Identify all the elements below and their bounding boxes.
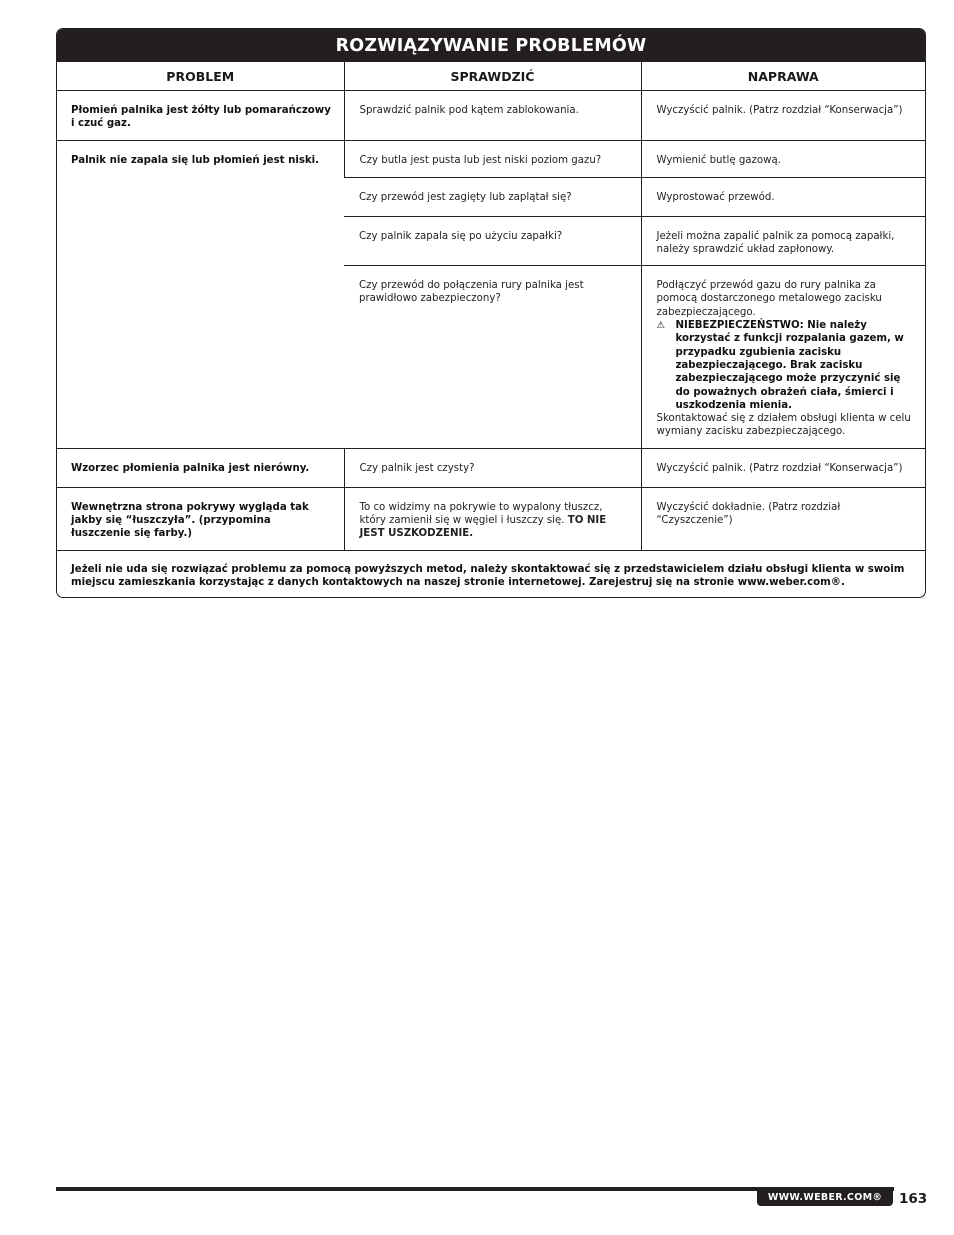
check-cell: Czy butla jest pusta lub jest niski poziom gazu? <box>344 140 641 177</box>
troubleshooting-table <box>57 62 925 597</box>
table-row <box>57 91 925 141</box>
check-cell: Sprawdzić palnik pod kątem zablokowania. <box>344 91 641 141</box>
problem-cell: Wewnętrzna strona pokrywy wygląda tak jakby się “łuszczyła”. (przypomina łuszczenie się farby.) <box>57 487 344 550</box>
problem-cell: Płomień palnika jest żółty lub pomarańczowy i czuć gaz. <box>57 91 344 141</box>
fix-outro: Skontaktować się z działem obsługi klienta w celu wymiany zacisku zabezpieczającego. <box>656 413 911 438</box>
check-cell: Czy przewód do połączenia rury palnika jest prawidłowo zabezpieczony? <box>344 266 641 449</box>
danger-warning <box>657 319 912 412</box>
footer-note: Jeżeli nie uda się rozwiązać problemu za pomocą powyższych metod, należy skontaktować się z przedstawicielem działu obsługi klienta w swoim miejscu zamieszkania korzystając z danych kontaktowych na naszej stronie internetowej. Zarejestruj się na stronie www.weber.com®. <box>71 563 905 589</box>
header-fix: NAPRAWA <box>641 62 925 91</box>
footer-note-row <box>57 550 925 597</box>
warning-first-line: NIEBEZPIECZEŃSTWO: Nie należy <box>675 320 867 332</box>
page-number: 163 <box>899 1191 928 1207</box>
fix-cell: Jeżeli można zapalić palnik za pomocą zapałki, należy sprawdzić układ zapłonowy. <box>641 216 925 266</box>
fix-intro: Podłączyć przewód gazu do rury palnika za pomocą dostarczonego metalowego zacisku zabezpieczającego. <box>656 280 882 318</box>
warning-icon: ⚠ <box>656 320 666 332</box>
fix-cell <box>641 266 925 449</box>
check-text: To co widzimy na pokrywie to wypalony tłuszcz, który zamienił się w węgiel i łuszczy się. <box>359 501 603 527</box>
check-cell: Czy palnik jest czysty? <box>344 448 641 487</box>
check-cell: Czy przewód jest zagięty lub zaplątał się? <box>344 177 641 216</box>
check-cell <box>344 487 641 550</box>
problem-cell: Wzorzec płomienia palnika jest nierówny. <box>57 448 344 487</box>
fix-cell: Wyczyścić palnik. (Patrz rozdział “Konserwacja”) <box>641 91 925 141</box>
problem-cell: Palnik nie zapala się lub płomień jest niski. <box>57 140 344 448</box>
table-header-row <box>57 62 925 91</box>
header-problem: PROBLEM <box>57 62 344 91</box>
header-check: SPRAWDZIĆ <box>344 62 641 91</box>
website-badge: WWW.WEBER.COM® <box>757 1190 893 1206</box>
troubleshooting-box <box>56 28 926 598</box>
table-row <box>57 140 925 177</box>
check-emphasis: TO NIE JEST USZKODZENIE. <box>359 515 607 540</box>
warning-text: korzystać z funkcji rozpalania gazem, w przypadku zgubienia zacisku zabezpieczającego. Brak zacisku zabezpieczającego może przyczynić się do poważnych obrażeń ciała, śmierci i uszkodzenia mienia. <box>675 333 904 411</box>
table-row <box>57 448 925 487</box>
fix-cell: Wyczyścić palnik. (Patrz rozdział “Konserwacja”) <box>641 448 925 487</box>
fix-cell: Wymienić butlę gazową. <box>641 140 925 177</box>
check-cell: Czy palnik zapala się po użyciu zapałki? <box>344 216 641 266</box>
fix-cell: Wyprostować przewód. <box>641 177 925 216</box>
section-title: ROZWIĄZYWANIE PROBLEMÓW <box>57 29 925 62</box>
table-row <box>57 487 925 550</box>
fix-cell: Wyczyścić dokładnie. (Patrz rozdział “Czyszczenie”) <box>641 487 925 550</box>
